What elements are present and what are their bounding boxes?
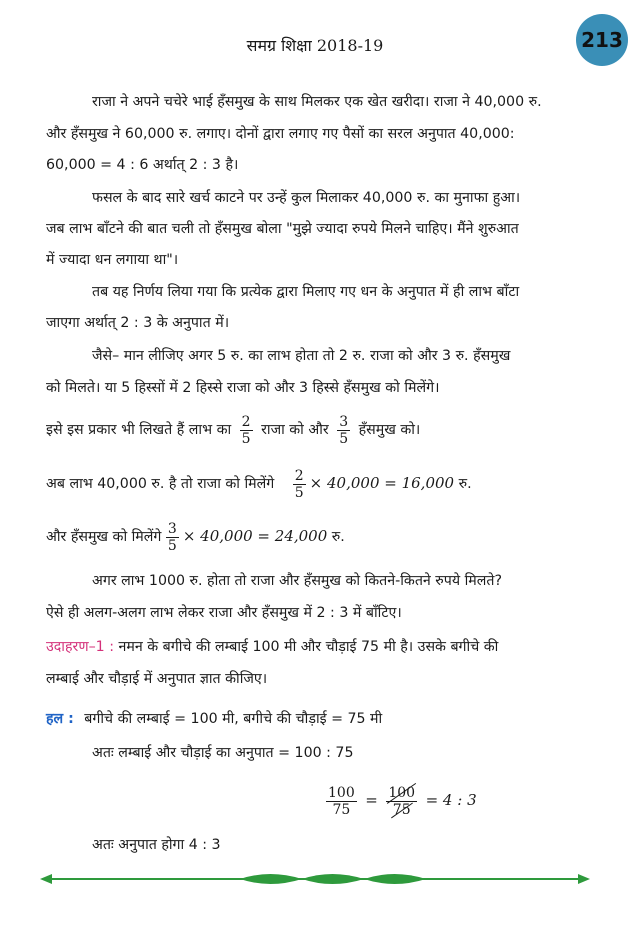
ratio-equation: $\frac{100}{75}$ = $\frac{100}{75}$ = 4 : 3 bbox=[328, 784, 477, 818]
raja-share-line bbox=[46, 463, 600, 504]
paragraph-line: जैसे– मान लीजिए अगर 5 रु. का लाभ होता तो 2 रु. राजा को और 3 रु. हँसमुख bbox=[92, 348, 511, 364]
example-text: नमन के बगीचे की लम्बाई 100 मी और चौड़ाई 75 मी है। उसके बगीचे की bbox=[118, 639, 499, 655]
currency-unit: रु. bbox=[458, 476, 472, 492]
hansmukh-share-text: और हँसमुख को मिलेंगे bbox=[46, 529, 162, 545]
paragraph-line: 60,000 = 4 : 6 अर्थात् 2 : 3 है। bbox=[46, 157, 239, 173]
fraction-line-text: इसे इस प्रकार भी लिखते हैं लाभ का bbox=[46, 422, 232, 438]
solution-text: बगीचे की लम्बाई = 100 मी, बगीचे की चौड़ाई = 75 मी bbox=[84, 711, 383, 727]
fraction-share-line bbox=[46, 410, 600, 450]
page-number-badge: 213 bbox=[576, 14, 628, 66]
currency-unit: रु. bbox=[331, 529, 345, 545]
fraction-line-text: राजा को और bbox=[261, 422, 329, 438]
paragraph-line: ऐसे ही अलग-अलग लाभ लेकर राजा और हँसमुख में 2 : 3 में बाँटिए। bbox=[46, 605, 402, 621]
solution-final-line: अतः अनुपात होगा 4 : 3 bbox=[92, 837, 221, 853]
paragraph-line: जाएगा अर्थात् 2 : 3 के अनुपात में। bbox=[46, 315, 230, 331]
hansmukh-share-equation: × 40,000 = 24,000 bbox=[182, 527, 328, 545]
decorative-divider bbox=[40, 868, 590, 890]
paragraph-line: तब यह निर्णय लिया गया कि प्रत्येक द्वारा मिलाए गए धन के अनुपात में ही लाभ बाँटा bbox=[92, 284, 520, 300]
fraction-100-75: $\frac{100}{75}$ bbox=[328, 784, 355, 818]
fraction-line-text: हँसमुख को। bbox=[358, 422, 421, 438]
solution-line bbox=[46, 709, 600, 729]
raja-share-text: अब लाभ 40,000 रु. है तो राजा को मिलेंगे bbox=[46, 476, 275, 492]
example-line bbox=[46, 637, 600, 657]
fraction-three-fifths: $\frac{3}{5}$ bbox=[339, 413, 349, 447]
example-label: उदाहरण–1 : bbox=[46, 639, 114, 655]
hansmukh-share-line bbox=[46, 516, 600, 557]
paragraph-line: को मिलते। या 5 हिस्सों में 2 हिस्से राजा को और 3 हिस्से हँसमुख को मिलेंगे। bbox=[46, 380, 440, 396]
paragraph-line: राजा ने अपने चचेरे भाई हँसमुख के साथ मिलकर एक खेत खरीदा। राजा ने 40,000 रु. bbox=[92, 94, 542, 110]
paragraph-line: और हँसमुख ने 60,000 रु. लगाए। दोनों द्वारा लगाए गए पैसों का सरल अनुपात 40,000: bbox=[46, 126, 515, 142]
fraction-three-fifths: $\frac{3}{5}$ bbox=[167, 520, 177, 554]
raja-share-equation: × 40,000 = 16,000 bbox=[309, 474, 455, 492]
paragraph-line: में ज्यादा धन लगाया था"। bbox=[46, 252, 179, 268]
paragraph-line: फसल के बाद सारे खर्च काटने पर उन्हें कुल मिलाकर 40,000 रु. का मुनाफा हुआ। bbox=[92, 190, 521, 206]
fraction-two-fifths: $\frac{2}{5}$ bbox=[294, 467, 304, 501]
paragraph-line: अगर लाभ 1000 रु. होता तो राजा और हँसमुख को कितने-कितने रुपये मिलते? bbox=[92, 573, 502, 589]
page-header: समग्र शिक्षा 2018-19 bbox=[246, 36, 384, 55]
solution-ratio-line: अतः लम्बाई और चौड़ाई का अनुपात = 100 : 75 bbox=[92, 745, 354, 761]
solution-label: हल : bbox=[46, 711, 74, 727]
ratio-result: = 4 : 3 bbox=[425, 791, 477, 809]
paragraph-line: लम्बाई और चौड़ाई में अनुपात ज्ञात कीजिए। bbox=[46, 671, 268, 687]
fraction-two-fifths: $\frac{2}{5}$ bbox=[241, 413, 251, 447]
fraction-100-75-cancelled: $\frac{100}{75}$ bbox=[388, 784, 416, 818]
paragraph-line: जब लाभ बाँटने की बात चली तो हँसमुख बोला "मुझे ज्यादा रुपये मिलने चाहिए। मैंने शुरुआत bbox=[46, 221, 519, 237]
